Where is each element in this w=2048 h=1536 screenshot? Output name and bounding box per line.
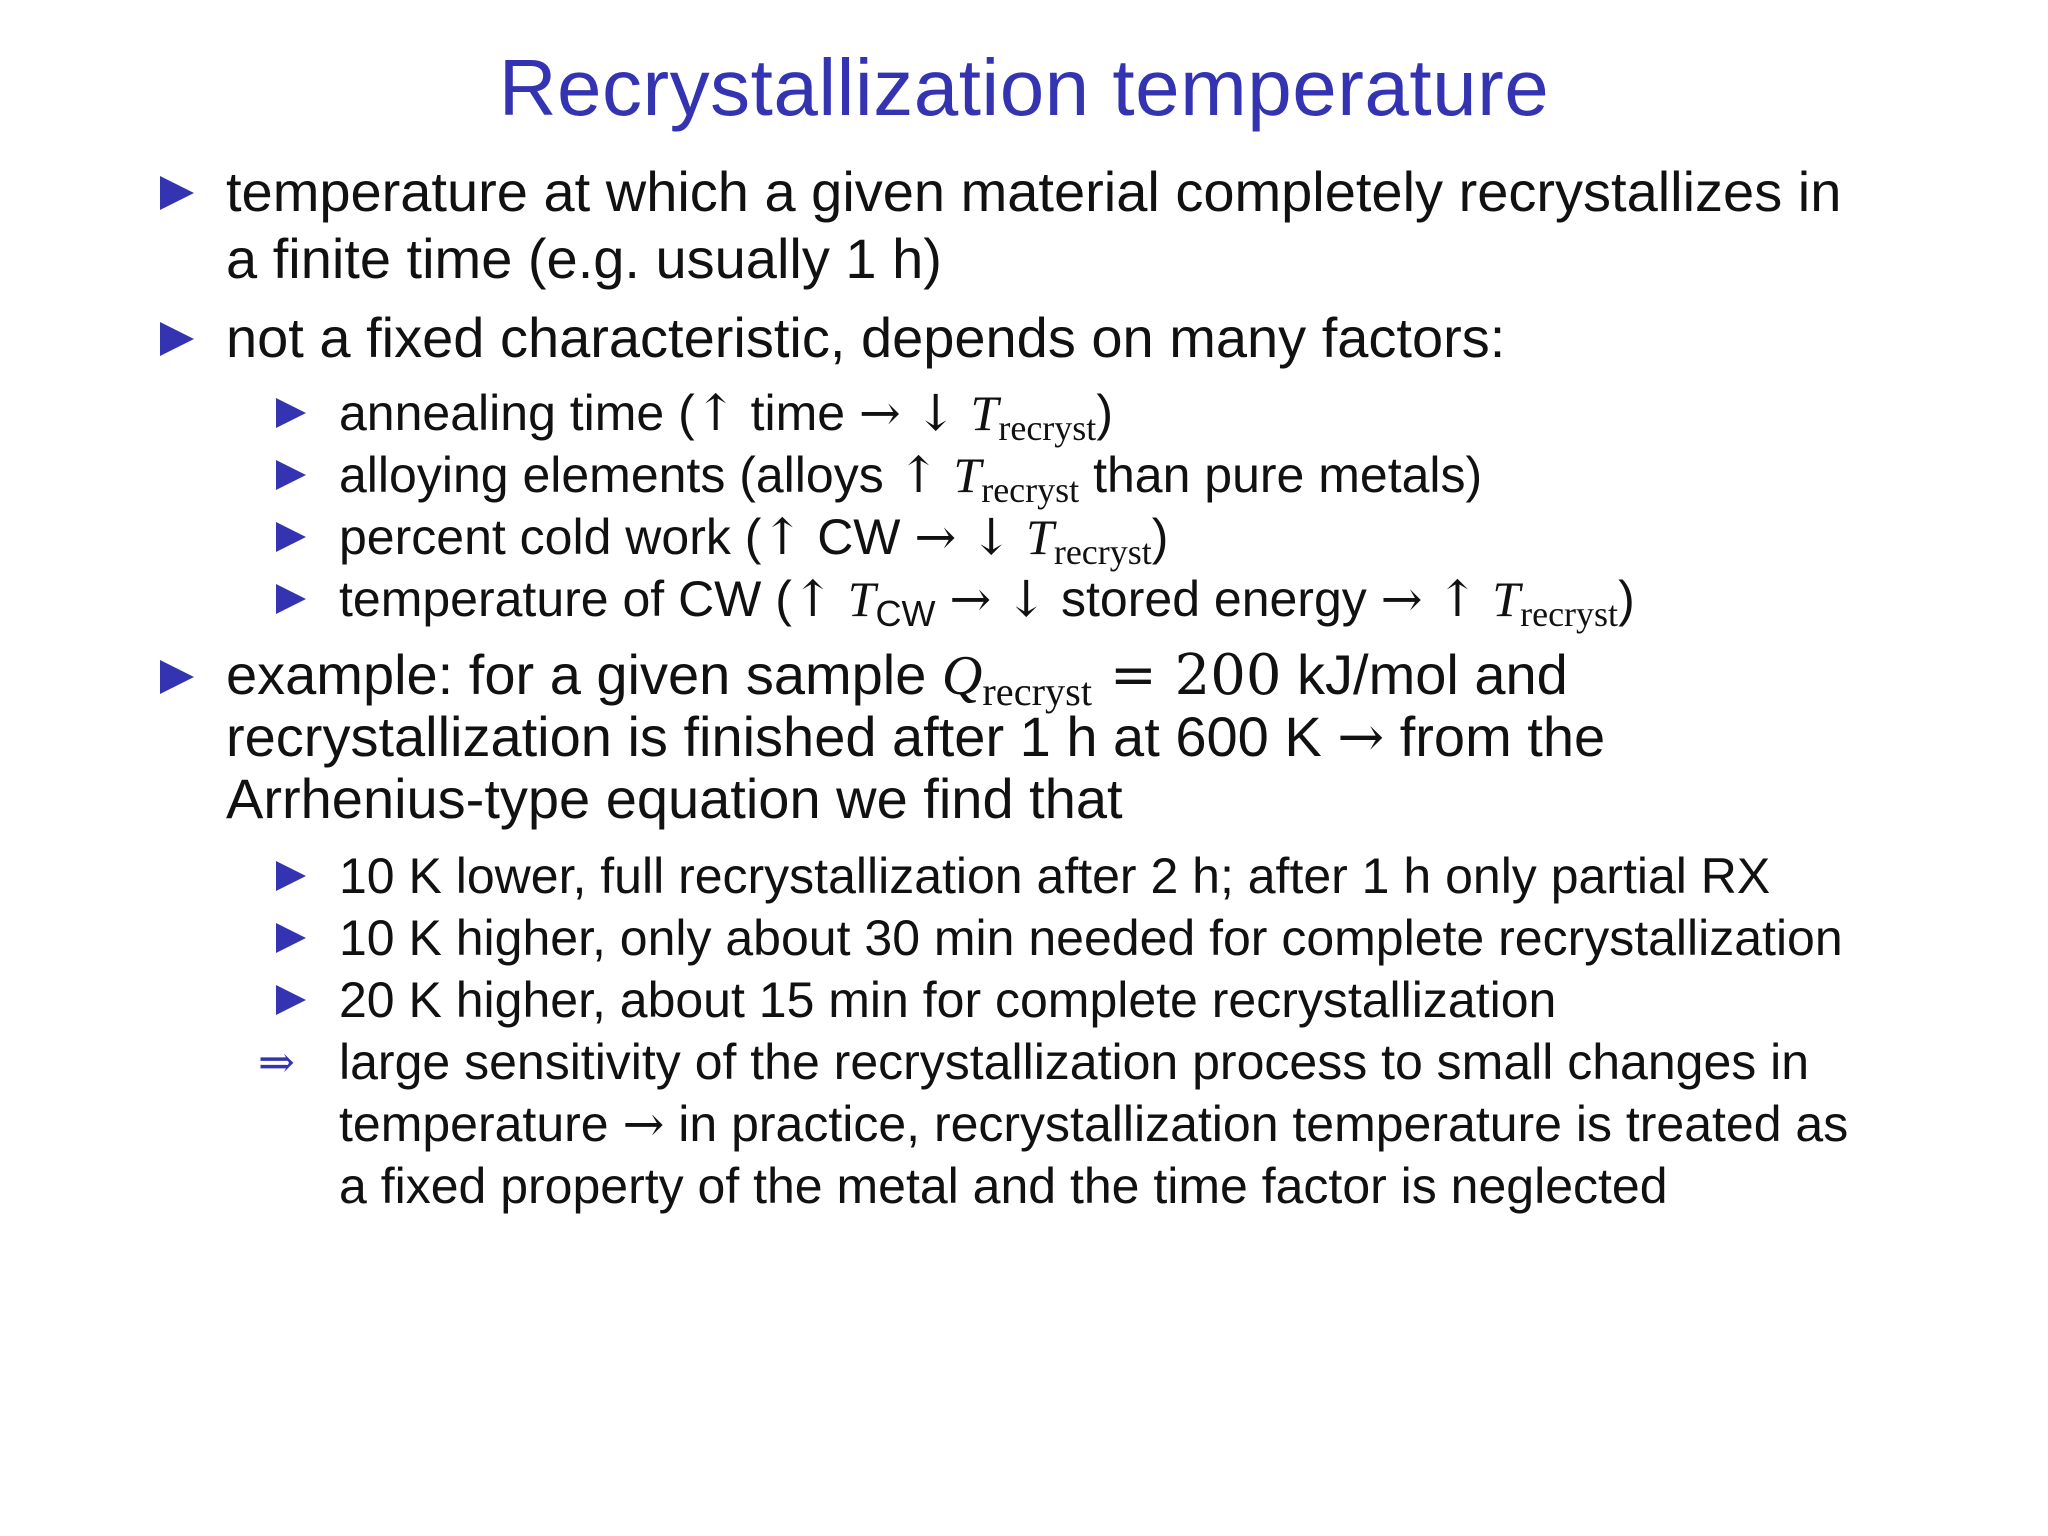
bullet-triangle-icon [160, 660, 194, 694]
sub-bullet-triangle-icon [276, 985, 306, 1015]
sub-bullet-triangle-icon [276, 923, 306, 953]
sub-bullet-text-line: alloying elements (alloys ↑ $T_{recryst}$ than pure metals) [339, 446, 1483, 511]
bullet-text-line: example: for a given sample $Q_{recryst} = 200$ kJ/mol and [226, 643, 1568, 715]
sub-bullet-triangle-icon [276, 861, 306, 891]
sub-bullet-triangle-icon [276, 460, 306, 490]
bullet-text-line: a finite time (e.g. usually 1 h) [226, 227, 942, 290]
implies-text-line: large sensitivity of the recrystallization process to small changes in [339, 1034, 1810, 1090]
bullet-text-line: not a fixed characteristic, depends on many factors: [226, 306, 1506, 369]
implies-text-line: temperature → in practice, recrystallization temperature is treated as [339, 1095, 1849, 1153]
sub-bullet-text-line: percent cold work (↑ CW → ↓ $T_{recryst}$) [339, 508, 1169, 573]
sub-bullet-text-line: 10 K higher, only about 30 min needed for complete recrystallization [339, 910, 1843, 966]
bullet-text-line: temperature at which a given material completely recrystallizes in [226, 160, 1842, 223]
sub-bullet-text-line: annealing time (↑ time → ↓ $T_{recryst}$) [339, 384, 1113, 449]
bullet-text-line: recrystallization is finished after 1 h at 600 K → from the [226, 705, 1606, 770]
sub-bullet-text-line: temperature of CW (↑ $T_{CW}$ → ↓ stored energy → ↑ $T_{recryst}$) [339, 570, 1635, 635]
bullet-text-line: Arrhenius-type equation we find that [226, 767, 1123, 830]
implies-text-line: a fixed property of the metal and the time factor is neglected [339, 1158, 1668, 1214]
bullet-triangle-icon [160, 176, 194, 210]
sub-bullet-text-line: 20 K higher, about 15 min for complete recrystallization [339, 972, 1557, 1028]
sub-bullet-triangle-icon [276, 398, 306, 428]
implies-arrow-icon: ⇒ [258, 1037, 295, 1088]
sub-bullet-text-line: 10 K lower, full recrystallization after 2 h; after 1 h only partial RX [339, 848, 1771, 904]
bullet-triangle-icon [160, 322, 194, 356]
sub-bullet-triangle-icon [276, 584, 306, 614]
slide-title: Recrystallization temperature [498, 43, 1550, 132]
sub-bullet-triangle-icon [276, 522, 306, 552]
